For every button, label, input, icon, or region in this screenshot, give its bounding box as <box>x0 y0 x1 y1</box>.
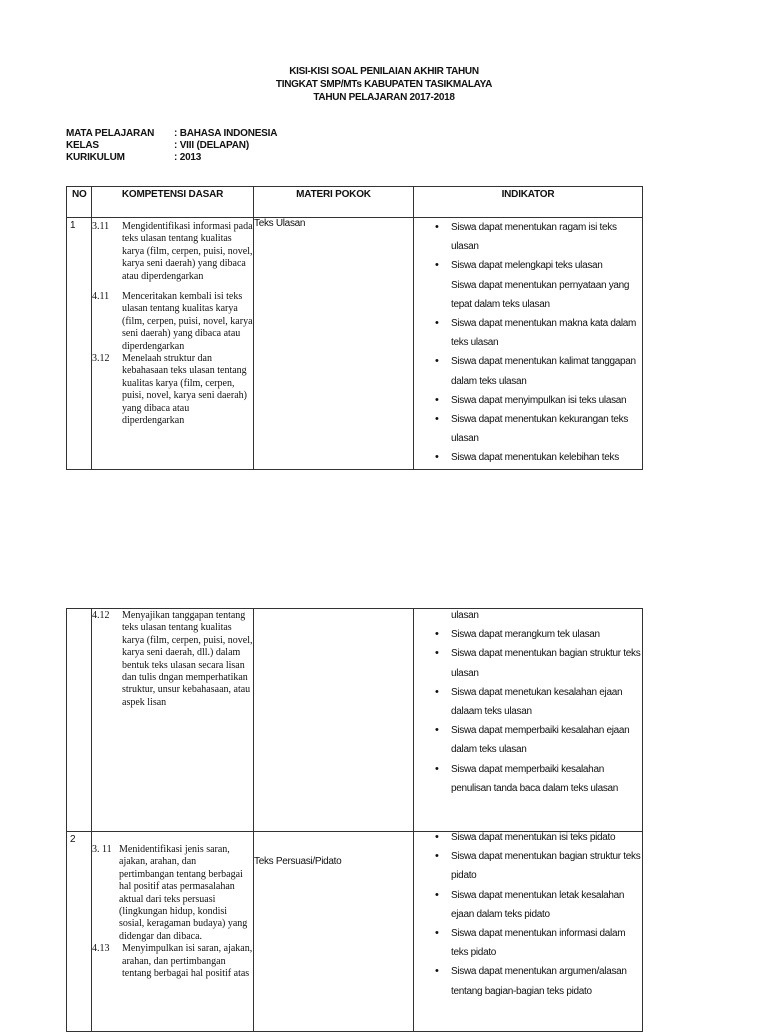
header-indikator: INDIKATOR <box>414 187 643 218</box>
kd-text: Menceritakan kembali isi teks ulasan tentang kualitas karya (film, cerpen, puisi, novel, karya seni daerah) yang dibaca atau diperdengarkan <box>122 291 253 352</box>
indikator-item-continued: dalaam teks ulasan <box>451 706 532 718</box>
indikator-item-continued: pidato <box>451 870 477 882</box>
meta-label: KELAS <box>66 140 99 151</box>
kd-cell <box>92 218 254 470</box>
indikator-item: • Siswa dapat menentukan letak kesalahan <box>435 886 642 905</box>
kd-text: Menidentifikasi jenis saran, ajakan, arahan, dan pertimbangan tentang berbagai hal positif atas permasalahan aktual dari teks persuasi (lingkungan hidup, kondisi sosial, keragaman budaya) yang didengar dan dibaca. <box>119 844 248 942</box>
row-number: 1 <box>67 218 92 470</box>
kd-item <box>92 291 253 353</box>
indikator-cell <box>414 832 643 1032</box>
kisi-table-page-2 <box>66 608 643 1032</box>
indikator-item: • Siswa dapat memperbaiki kesalahan <box>435 760 642 779</box>
indikator-item-continued: ulasan <box>451 241 479 253</box>
kd-number: 3.11 <box>92 221 110 232</box>
indikator-item-continued: ulasan <box>451 667 479 679</box>
indikator-item: • Siswa dapat menetukan kesalahan ejaan <box>435 683 642 702</box>
indikator-item: • Siswa dapat menyimpulkan isi teks ulasan <box>435 391 642 410</box>
indikator-item: • Siswa dapat menentukan kekurangan teks <box>435 410 642 429</box>
indikator-list <box>414 828 642 1001</box>
indikator-item: • Siswa dapat menentukan argumen/alasan <box>435 962 642 981</box>
materi-cell: Teks Ulasan <box>254 218 414 470</box>
table-header-row <box>67 187 643 218</box>
kd-number: 3. 11 <box>92 844 112 855</box>
indikator-item-continued: tentang bagian-bagian teks pidato <box>451 985 592 997</box>
kd-text: Menyimpulkan isi saran, ajakan, arahan, dan pertimbangan tentang berbagai hal positif atas <box>122 943 253 980</box>
indikator-item-continued: ejaan dalam teks pidato <box>451 908 550 920</box>
table-row <box>67 609 643 832</box>
indikator-item-continued: teks pidato <box>451 947 497 959</box>
meta-row-class <box>66 140 277 152</box>
header-kompetensi-dasar: KOMPETENSI DASAR <box>92 187 254 218</box>
kd-item <box>92 353 253 427</box>
indikator-item-continued: Siswa dapat menentukan pernyataan yang <box>451 279 630 291</box>
meta-label: KURIKULUM <box>66 152 125 163</box>
kd-number: 4.12 <box>92 610 110 621</box>
meta-label: MATA PELAJARAN <box>66 128 155 139</box>
indikator-item-continued: teks ulasan <box>451 337 499 349</box>
indikator-list <box>414 606 642 798</box>
indikator-cell <box>414 609 643 832</box>
document-title <box>0 65 768 104</box>
materi-cell: Teks Persuasi/Pidato <box>254 832 414 1032</box>
kd-cell <box>92 609 254 832</box>
kd-number: 4.11 <box>92 291 110 303</box>
indikator-item: • Siswa dapat memperbaiki kesalahan ejaan <box>435 721 642 740</box>
indikator-item: • Siswa dapat menentukan ragam isi teks <box>435 218 642 237</box>
kd-item <box>92 610 253 709</box>
indikator-item-continued: dalam teks ulasan <box>451 744 527 756</box>
table-row <box>67 832 643 1032</box>
kd-number: 4.13 <box>92 943 110 955</box>
materi-cell <box>254 609 414 832</box>
kd-item <box>92 943 253 980</box>
indikator-item-continued: dalam teks ulasan <box>451 375 527 387</box>
meta-row-subject <box>66 128 277 140</box>
indikator-item: • Siswa dapat menentukan makna kata dalam <box>435 314 642 333</box>
kd-item <box>92 221 253 283</box>
row-number: 2 <box>67 832 92 1032</box>
indikator-item: • Siswa dapat menentukan informasi dalam <box>435 924 642 943</box>
header-no: NO <box>67 187 92 218</box>
meta-row-curriculum <box>66 152 277 164</box>
indikator-item: • Siswa dapat menentukan isi teks pidato <box>435 828 642 847</box>
kisi-table-page-1 <box>66 186 643 470</box>
indikator-item-continued: penulisan tanda baca dalam teks ulasan <box>451 782 619 794</box>
indikator-item: • Siswa dapat menentukan kelebihan teks <box>435 448 642 467</box>
document-meta <box>66 128 277 164</box>
indikator-item-continued: ulasan <box>451 610 479 621</box>
kd-text: Mengidentifikasi informasi pada teks ulasan tentang kualitas karya (film, cerpen, puisi, novel, karya seni daerah) yang dibaca atau diperdengarkan <box>122 221 253 282</box>
kd-number: 3.12 <box>92 353 110 365</box>
kd-text: Menelaah struktur dan kebahasaan teks ulasan tentang kualitas karya (film, cerpen, puisi, novel, karya seni daerah) yang dibaca atau diperdengarkan <box>122 353 247 427</box>
indikator-item-continued: ulasan <box>451 433 479 445</box>
indikator-item: • Siswa dapat merangkum tek ulasan <box>435 625 642 644</box>
indikator-list <box>414 218 642 468</box>
kd-item <box>92 844 253 943</box>
title-line-1: KISI-KISI SOAL PENILAIAN AKHIR TAHUN <box>289 66 479 77</box>
meta-value: : BAHASA INDONESIA <box>174 128 278 139</box>
indikator-item: • Siswa dapat menentukan bagian struktur teks <box>435 847 642 866</box>
meta-value: : VIII (DELAPAN) <box>174 140 249 151</box>
indikator-item: • Siswa dapat melengkapi teks ulasan <box>435 256 642 275</box>
kd-cell <box>92 832 254 1032</box>
row-number <box>67 609 92 832</box>
indikator-cell <box>414 218 643 470</box>
kd-text: Menyajikan tanggapan tentang teks ulasan tentang kualitas karya (film, cerpen, puisi, novel, karya seni daerah, dll.) dalam bentuk teks ulasan secara lisan dan tulis dngan memperhatikan struktur, unsur kebahasaan, atau aspek lisan <box>122 610 253 708</box>
title-line-3: TAHUN PELAJARAN 2017-2018 <box>313 92 455 103</box>
indikator-item-continued: tepat dalam teks ulasan <box>451 298 550 310</box>
indikator-item: • Siswa dapat menentukan bagian struktur teks <box>435 644 642 663</box>
header-materi-pokok: MATERI POKOK <box>254 187 414 218</box>
table-row <box>67 218 643 470</box>
indikator-item: • Siswa dapat menentukan kalimat tanggapan <box>435 352 642 371</box>
title-line-2: TINGKAT SMP/MTs KABUPATEN TASIKMALAYA <box>275 79 493 90</box>
meta-value: : 2013 <box>174 152 202 163</box>
